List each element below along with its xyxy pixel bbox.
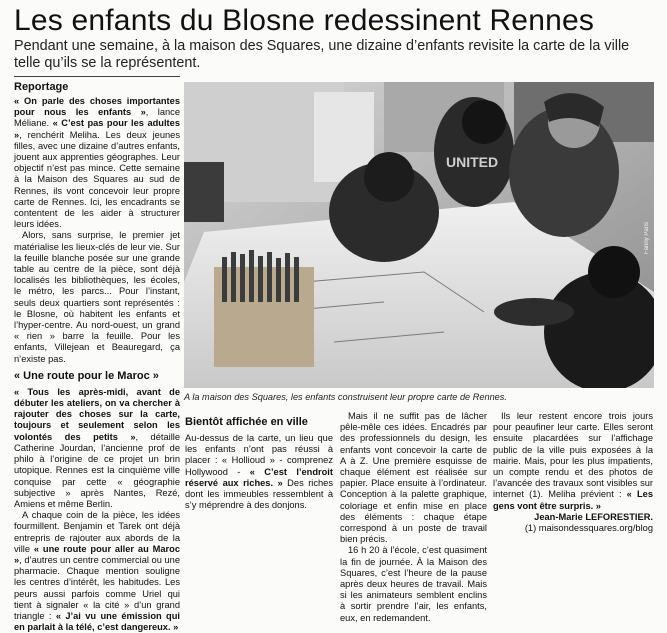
photo-illustration: [184, 82, 654, 388]
article-column-2: [185, 411, 333, 511]
article-photo: [184, 82, 654, 388]
subtitle: Pendant une semaine, à la maison des Squares, une dizaine d’enfants revisite la carte de la ville telle qu’ils se la représentent.: [14, 38, 630, 71]
photo-credit: Fanny Paris: [644, 222, 650, 255]
paragraph-2: Alors, sans surprise, le premier jet matérialise les lieux-clés de leur vie. Sur la feuille blanche posée sur une grande table au centre de la pièce, sont déjà localisés les bibliothèques, les écoles, le métro, les parcs... Pour l’instant, seuls deux quartiers sont représentés : le Blosne, où habitent les enfants et l’hyper-centre. Au nord-ouest, un grand « rien » barre la feuille. Pour les enfants, Villejean et Beauregard, ça n’existe pas.: [14, 230, 180, 364]
shirt-text: UNITED: [446, 154, 499, 170]
paragraph-7: 16 h 20 à l’école, c’est quasiment la fin de journée. À la Maison des Squares, c’est l’heure de la pause après deux heures de travail. Mais si les animateurs semblent enclins à sortir prendre l’air, les enfants, eux, en redemandent.: [340, 545, 487, 623]
article-column-4: [493, 411, 653, 534]
text: , lance Méliane.: [14, 107, 180, 129]
photo-caption: A la maison des Squares, les enfants construisent leur propre carte de Rennes.: [184, 392, 507, 402]
paragraph-4a: [14, 510, 180, 633]
text: , renchérit Meliha. Les deux jeunes filles, avec une dizaine d’autres enfants, jouent aux apprenties géographes. Leur objectif n’est pas mince. Cette semaine à la Maison des Squares au sud de Rennes, ils vont concevoir leur propre carte de Rennes. Ici, les encadrants se contentent de les aider à structurer leurs idées.: [14, 129, 180, 230]
text: Au-dessus de la carte, un lieu que les enfants n’ont pas réussi à placer : « Hollioud » - comprenez Hollywood -: [185, 433, 333, 477]
quote: « J’ai vu une émission qui en parlait à la télé, c’est dangereux. »: [14, 610, 180, 633]
rubric-label: Reportage: [14, 81, 69, 93]
article-column-1: [14, 96, 180, 633]
intertitle-2: Bientôt affichée en ville: [185, 416, 308, 428]
text: , d’autres un centre commercial ou une pharmacie. Chaque mention souligne les centres d’intérêt, les habitudes. Les peurs aussi parfois comme Uriel qui tient à signaler « la cité » d’un grand triangle :: [14, 554, 180, 621]
quote: « C’est l’endroit réservé aux riches. »: [185, 466, 333, 488]
quote: « Les gens vont être surpris. »: [493, 489, 653, 511]
paragraph-3: [14, 387, 180, 510]
text: , détaille Catherine Jourdan, l’ancienne prof de philo à l’origine de ce projet un brin utopique. Rennes est la cinquième ville conquise par cette « géographie subjective » après Nantes, Rezé, Amiens et même Berlin.: [14, 431, 180, 509]
quote: « C’est pas pour les adultes »: [14, 118, 180, 140]
footnote: (1) maisondessquares.org/blog: [524, 523, 653, 534]
intertitle-1: « Une route pour le Maroc »: [14, 369, 159, 382]
text: A chaque coin de la pièce, les idées fourmillent. Benjamin et Tarek ont déjà entrepris de rajouter aux abords de la ville: [14, 510, 180, 554]
paragraph-5: [185, 433, 333, 511]
text: Ils leur restent encore trois jours pour peaufiner leur carte. Elles seront ensuite placardées sur l’affichage public de la ville puis exposées à la mairie. Mais, pour les plus impatients, un compte rendu et des photos de l’avancée des travaux sont visibles sur internet (1). Meliha prévient :: [493, 411, 653, 500]
author-signature: Jean-Marie LEFORESTIER.: [534, 511, 653, 522]
quote: « une route pour aller au Maroc »: [14, 543, 181, 565]
text: Des riches dont les immeubles ressemblent à s’y méprendre à des donjons.: [185, 477, 333, 511]
quote: « Tous les après-midi, avant de débuter les ateliers, on va chercher à rajouter des choses sur la carte, toujours et seulement selon les volontés des petits »: [14, 386, 180, 442]
rubric-rule: [14, 76, 180, 77]
quote: « On parle des choses importantes pour nous les enfants »: [14, 96, 180, 118]
paragraph-1: [14, 96, 180, 230]
paragraph-6: Mais il ne suffit pas de lâcher pêle-mêle ces idées. Encadrés par des professionnels du design, les enfants vont concevoir la carte de A à Z. Une première esquisse de chaque élément est réalisée sur papier. Place ensuite à l’ordinateur. Conception à la palette graphique, coloriage et enfin mise en place des éléments : chaque étape correspond à un poste de travail bien précis.: [340, 411, 487, 545]
paragraph-8: [493, 411, 653, 512]
headline: Les enfants du Blosne redessinent Rennes: [14, 4, 595, 37]
